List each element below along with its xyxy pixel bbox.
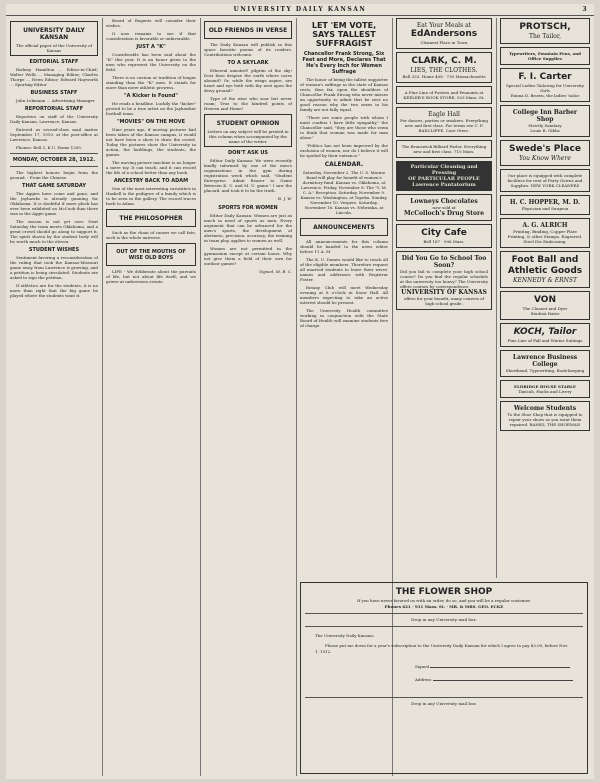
column-5 [396,18,492,578]
ad-line: Lawrence Pantatorium [412,182,476,188]
address-label: Address [415,677,432,682]
flower-shop-subscription-box [300,582,588,774]
article-paragraph: He reads a headline. Luckily the "kicker" proved to be a true artist on the Jayhawker football team. [106,101,196,116]
article-paragraph: LIFE - We deliberate about the pursuits of life, but not about life itself; and we grieve at unforeseen events. [106,269,196,284]
ad-line: UNIVERSITY OF KANSAS [401,289,487,296]
ad-line: Foot Ball and Athletic Goods [507,255,583,276]
student-opinion-heading: STUDENT OPINION [216,120,280,127]
ad-line: Student Rates [530,311,560,316]
ad-line: now sold at [432,205,456,210]
ad-line: For dances, parties or smokers. Everything new and first class. For terms see C. P. RADCLIFFE, Care Oterc. [400,118,488,133]
business-staff-list: John Lehmann ... Advertising Manager [16,98,95,103]
ad-line: ELDRIDGE HOUSE STABLE [514,384,576,389]
ad-line: Did you fail to complete your high school course? Do you find the regular schedule at the university too heavy? The University offers courses by correspondence. [400,269,488,289]
poem-text: Type of the wise who soar but never roam; True to the kindred points of Heaven and Home! [204,96,292,111]
column-1 [10,18,98,776]
article-paragraph: Board of Regents will consider their wishes. [106,18,196,28]
article-paragraph: If athletics are for the students, it is no more than right that the big game be played where the students want it. [10,283,98,298]
ad-line: H. C. HOPPER, M. D. [509,199,581,206]
ad-hopper [500,195,590,215]
ad-line: Eagle Hall [428,111,460,118]
reportorial-staff-heading: REPORTORIAL STAFF [24,106,84,112]
ad-line: City Cafe [421,228,467,238]
article-paragraph: Such as the chain of causes we call fate, such is the whole universe. [106,230,196,240]
subscription-text: Please put me down for a year's subscription to the University Daily Kansan for which I agree to pay $3.00, before Nov. 1, 1912. [315,643,569,654]
editorial-staff-list: Rodney Hamilton ... Editor-in-Chief; Walter Wells ... Managing Editor; Charles Thorpe ... News Editor; Edward Hayworth ... Sporting Editor [10,67,98,87]
ad-line: LIES, THE CLOTHES. [410,67,478,74]
paper-subtitle: The official paper of the University of Kansas [15,43,93,53]
flower-shop-phone: Phones 621 · 931 Mass. St. · MR. & MRS. GEO. ECKE [384,604,504,609]
article-heading: DON'T ASK US [227,150,268,156]
ad-line: The Tailor, [528,33,561,40]
ad-kennedy-ernst [500,251,590,288]
entry-notice: Entered as second-class mail matter September 17, 1910, at the post-office at Lawrence, Kansas. [10,127,98,142]
ad-line: Bell 333, Home 408 · 730 Massachusetts [402,74,486,79]
subscription-to: The University Daily Kansan: [315,633,375,638]
ad-eldridge [500,380,590,398]
announcements-heading: ANNOUNCEMENTS [313,224,375,231]
opener-quote: The highest honors begin from the ground. - From the Chinese. [10,170,98,180]
poem-text: Ethereal minstrel! pilgrim of the sky! Dost thou despise the earth where cares abound? Or, while the wings aspire, are heart and eye both with thy nest upon the dewy ground? [204,68,292,93]
page-number: 3 [582,6,588,13]
ad-line: offers for your benefit, many courses of high school grade. [403,296,485,306]
article-paragraph: The moving picture machine is no longer a mere toy. It can teach, and it can record the life of a school better than any book. [106,160,196,175]
ad-brunswick: The Brunswick Billiard Parlor. Everything new and first class. 710 Mass. [396,140,492,158]
ad-line: Fine Line of Fall and Winter Suitings [507,338,583,343]
column-2 [106,18,196,776]
phone-line: Phones: Bell 3, K.U. Home 1205. [16,145,83,150]
ad-line: Welcome Students [513,405,577,412]
ad-line: Eat Your Meals at [416,22,472,29]
ad-line: F. I. Carter [518,72,572,82]
masthead-title: UNIVERSITY DAILY KANSAN [233,6,367,13]
article-heading: THE PHILOSOPHER [119,215,183,222]
ad-carter [500,68,590,102]
article-paragraph: Considerable has been said about the "K" this year. It is an honor given to the men who represent the University on the field. [106,52,196,72]
ad-line: Emma D. Brown, the ladies' tailor [510,93,580,98]
date-line: MONDAY, OCTOBER 28, 1912. [12,157,96,163]
flower-shop-title: THE FLOWER SHOP [395,587,493,597]
signed-field[interactable] [430,663,570,668]
calendar-entries: Saturday, November 2. The U. S. Marine Band will play for benefit of women's dormitory fund. Kansas vs. Oklahoma, at Lawrence. Friday, November 8. The "Y. M. C. A." Reception. Saturday, November 9. Kansas vs. Washington, at Topeka. Sunday, November 10. Vespers. Saturday, November 16. Kansas vs. Nebraska, at Lincoln. [300,170,388,215]
ad-line: Lowneys Chocolates [410,198,478,205]
article-heading: "MOVIES" ON THE MOVE [116,119,186,125]
column-6 [500,18,590,578]
ad-line: Particular Cleaning and Pressing [410,164,478,176]
ad-line: VON [534,295,556,305]
drop-note: Drop in any University mail box. [411,617,477,622]
ad-line: Shorthand, Typewriting, Book-keeping [505,368,585,373]
subheadline: Chancellor Frank Strong, Six Feet and More, Declares That He's Every Inch for Women Suffrage [302,51,386,75]
newspaper-page [6,4,594,779]
article-paragraph: One of the most interesting curiosities in Haskell is the pedigree of a family which is to be seen in the gallery. The record traces back to Adam. [106,186,196,206]
ad-line: PROTSCH, [519,22,571,32]
ad-college-inn [500,105,590,137]
article-heading: OUT OF THE MOUTHS OF WISE OLD BOYS [116,249,186,261]
ad-line: OF PARTICULAR PEOPLE [408,176,480,182]
ad-line: EdAndersons [410,29,478,39]
ad-line: Strictly Sanitary [528,123,562,128]
article-heading: "A Kicker is Found" [124,93,178,99]
ad-line: Louis R. Gibbs [530,128,560,133]
article-paragraph: "There are some people with whom I must confess I have little sympathy," the Chancellor said, "they are those who seem to think that woman was made for man alone." [300,115,388,140]
ad-line: College Inn Barber Shop [512,109,578,123]
article-heading: SPORTS FOR WOMEN [218,205,278,211]
ad-line: Printing, Binding, Copper Plate Printing, & other Stamps. Engraved. Steel Die Embossing. [507,229,583,244]
signed-label: Signed [415,664,430,669]
ad-line: Taxicab, Hacks and Livery [518,389,572,394]
ad-swedes-place [500,140,590,166]
ad-protsch [500,18,590,44]
article-paragraph: The season is not yet over. Next Saturday the team meets Oklahoma, and a great crowd should go along to support it. The spirit shown by the student body will be worth much to the eleven. [10,219,98,244]
ad-line: CLARK, C. M. [411,56,477,66]
ad-university [396,251,492,310]
article-paragraph: The Aggies have come and gone, and the Jayhawks is already gunning for Oklahoma. It is doubtful if more pluck has ever been exhibited on McCook than there was in the Aggie game. [10,191,98,216]
reportorial-staff-list: Reporters on staff of the University Daily Kansan, Lawrence, Kansas. [10,114,98,124]
ad-cleaners: Our place is equipped with complete facilities for rent of Party Gowns and Supplies. NEW YORK CLEANERS [500,169,590,192]
ad-line: KENNEDY & ERNST [513,277,577,284]
article-paragraph: Sentiment favoring a reconsideration of the ruling that took the Kansas-Missouri game away from Lawrence is growing, and a petition is being circulated. Students are asked to sign the petition. [10,255,98,280]
article-paragraph: There is no custom or tradition of longer standing than the "K" men. It stands for more than mere athletic prowess. [106,75,196,90]
ad-line: KOCH, Tailor [513,327,577,337]
article-paragraph: It now remains to see if that consideration is favorable or unfavorable. [106,31,196,41]
article-heading: THAT GAME SATURDAY [22,183,86,189]
flower-shop-sub: If you have never favored us with an order, do so, and you will be a regular customer. [357,598,531,603]
ad-line: Physician and Surgeon [521,206,569,211]
announcement: Botany Club will meet Wednesday evening at 8 o'clock in Snow Hall. All members expecting to take an active interest should be present. [300,285,388,305]
ad-keelers: A Fine Line of Posters and Pennants at KEELER'S BOOK STORE, 929 Mass. St. [396,86,492,104]
calendar-heading: CALENDAR. [324,161,364,168]
article-paragraph: "Politics has not been improved by the exclusion of women, nor do I believe it will be spoiled by their entrance." [300,143,388,158]
ad-line: Lawrence Business College [512,354,578,368]
ad-typewriters: Typewriters, Fountain Pens, and Office Supplies [500,47,590,65]
ad-line: McColloch's Drug Store [403,210,485,217]
ad-line: To the Shoe Shop that is equipped to repair your shoes as you want them repaired. BANKS, THE SHOEMAN [507,412,583,427]
announcement: The K. U. Dames would like to reach all of the eligible members. Therefore request all married students to leave their wives' names and addresses with Registrar Foster. [300,257,388,282]
ad-koch [500,323,590,347]
ad-line: You Know Where [519,155,571,162]
announcement: All announcements for this column should be handed to the news editor before 11 A. M. [300,239,388,254]
article-paragraph: The honor of being the tallest supporter of woman's suffrage in the state of Kansas rests, thus far, upon the shoulders of Chancellor Frank Strong who never misses an opportunity to admit that he sees no good reason why the two sexes in his family are not fully equal. [300,77,388,112]
ad-banks-shoeman [500,401,590,431]
business-staff-heading: BUSINESS STAFF [30,90,78,96]
signature: B. J. W. [277,196,292,201]
drop-note: Drop in any University mail box. [411,701,477,706]
ad-ed-andersons [396,18,492,49]
column-3 [204,18,292,776]
ad-line: Did You Go to School Too Soon? [401,255,487,269]
article-paragraph: Editor Daily Kansan: We were recently kindly informed by one of the men's organizations in the gym during registration week which said, "Student Enterprise. Admit Bearer to Game Between K. U. and M. U. game." I saw the placard, and took it to be the truth. [204,158,292,193]
ad-lowneys [396,194,492,221]
ad-eagle-hall [396,107,492,137]
ad-line: Swede's Place [509,144,581,154]
article-paragraph: Nine years ago, if moving pictures had been taken of the Kansas campus, it would not have been a show to draw the crowd. Today the pictures show the University in action, the buildings, the students, the games. [106,127,196,157]
verse-heading: OLD FRIENDS IN VERSE [208,27,288,34]
ad-pantatorium [396,161,492,191]
ad-clark [396,52,492,83]
paper-nameplate [10,21,98,56]
ad-line: Special Ladies Tailoring for University Girls [505,83,585,93]
signature: Signed, M. B. C. [259,269,292,274]
address-field[interactable] [433,676,573,681]
article-heading: JUST A "K" [136,44,166,50]
ad-alrich [500,218,590,248]
announcement: The University Health committee working in conjunction with the State Board of Health will examine students free of charge. [300,308,388,328]
student-opinion-note: Letters on any subject will be printed in this column when accompanied by the name of the writer. [207,129,289,144]
headline: LET 'EM VOTE, SAYS TALLEST SUFFRAGIST [311,21,377,48]
article-heading: ANCESTRY BACK TO ADAM [113,178,189,184]
ad-von [500,291,590,320]
ad-line: A. G. ALRICH [522,222,568,229]
poem-title: TO A SKYLARK [227,60,269,66]
ad-line: Cleanest Place in Town [420,40,468,45]
paper-title: UNIVERSITY DAILY KANSAN [23,27,85,41]
article-heading: STUDENT WISHES [28,247,80,253]
ad-line: Bell 187 · 906 Mass. [423,239,465,244]
article-paragraph: Women are not permitted in the gymnasium except at certain hours. Why not give them a field of their own for outdoor games? [204,246,292,266]
masthead [6,4,594,16]
ad-city-cafe [396,224,492,248]
ad-line: The Cleaner and Dyer [522,306,568,311]
ad-business-college [500,350,590,377]
editorial-staff-heading: EDITORIAL STAFF [29,59,79,65]
verse-intro: The Daily Kansan will publish in this space favorite poems of its readers. Contributions welcome. [204,42,292,57]
article-paragraph: Editor Daily Kansan: Women are just as much in need of sports as men. Every argument that can be advanced for the men's sports, the development of alertness, precision, accuracy, the training in team play, applies to women as well. [204,213,292,243]
